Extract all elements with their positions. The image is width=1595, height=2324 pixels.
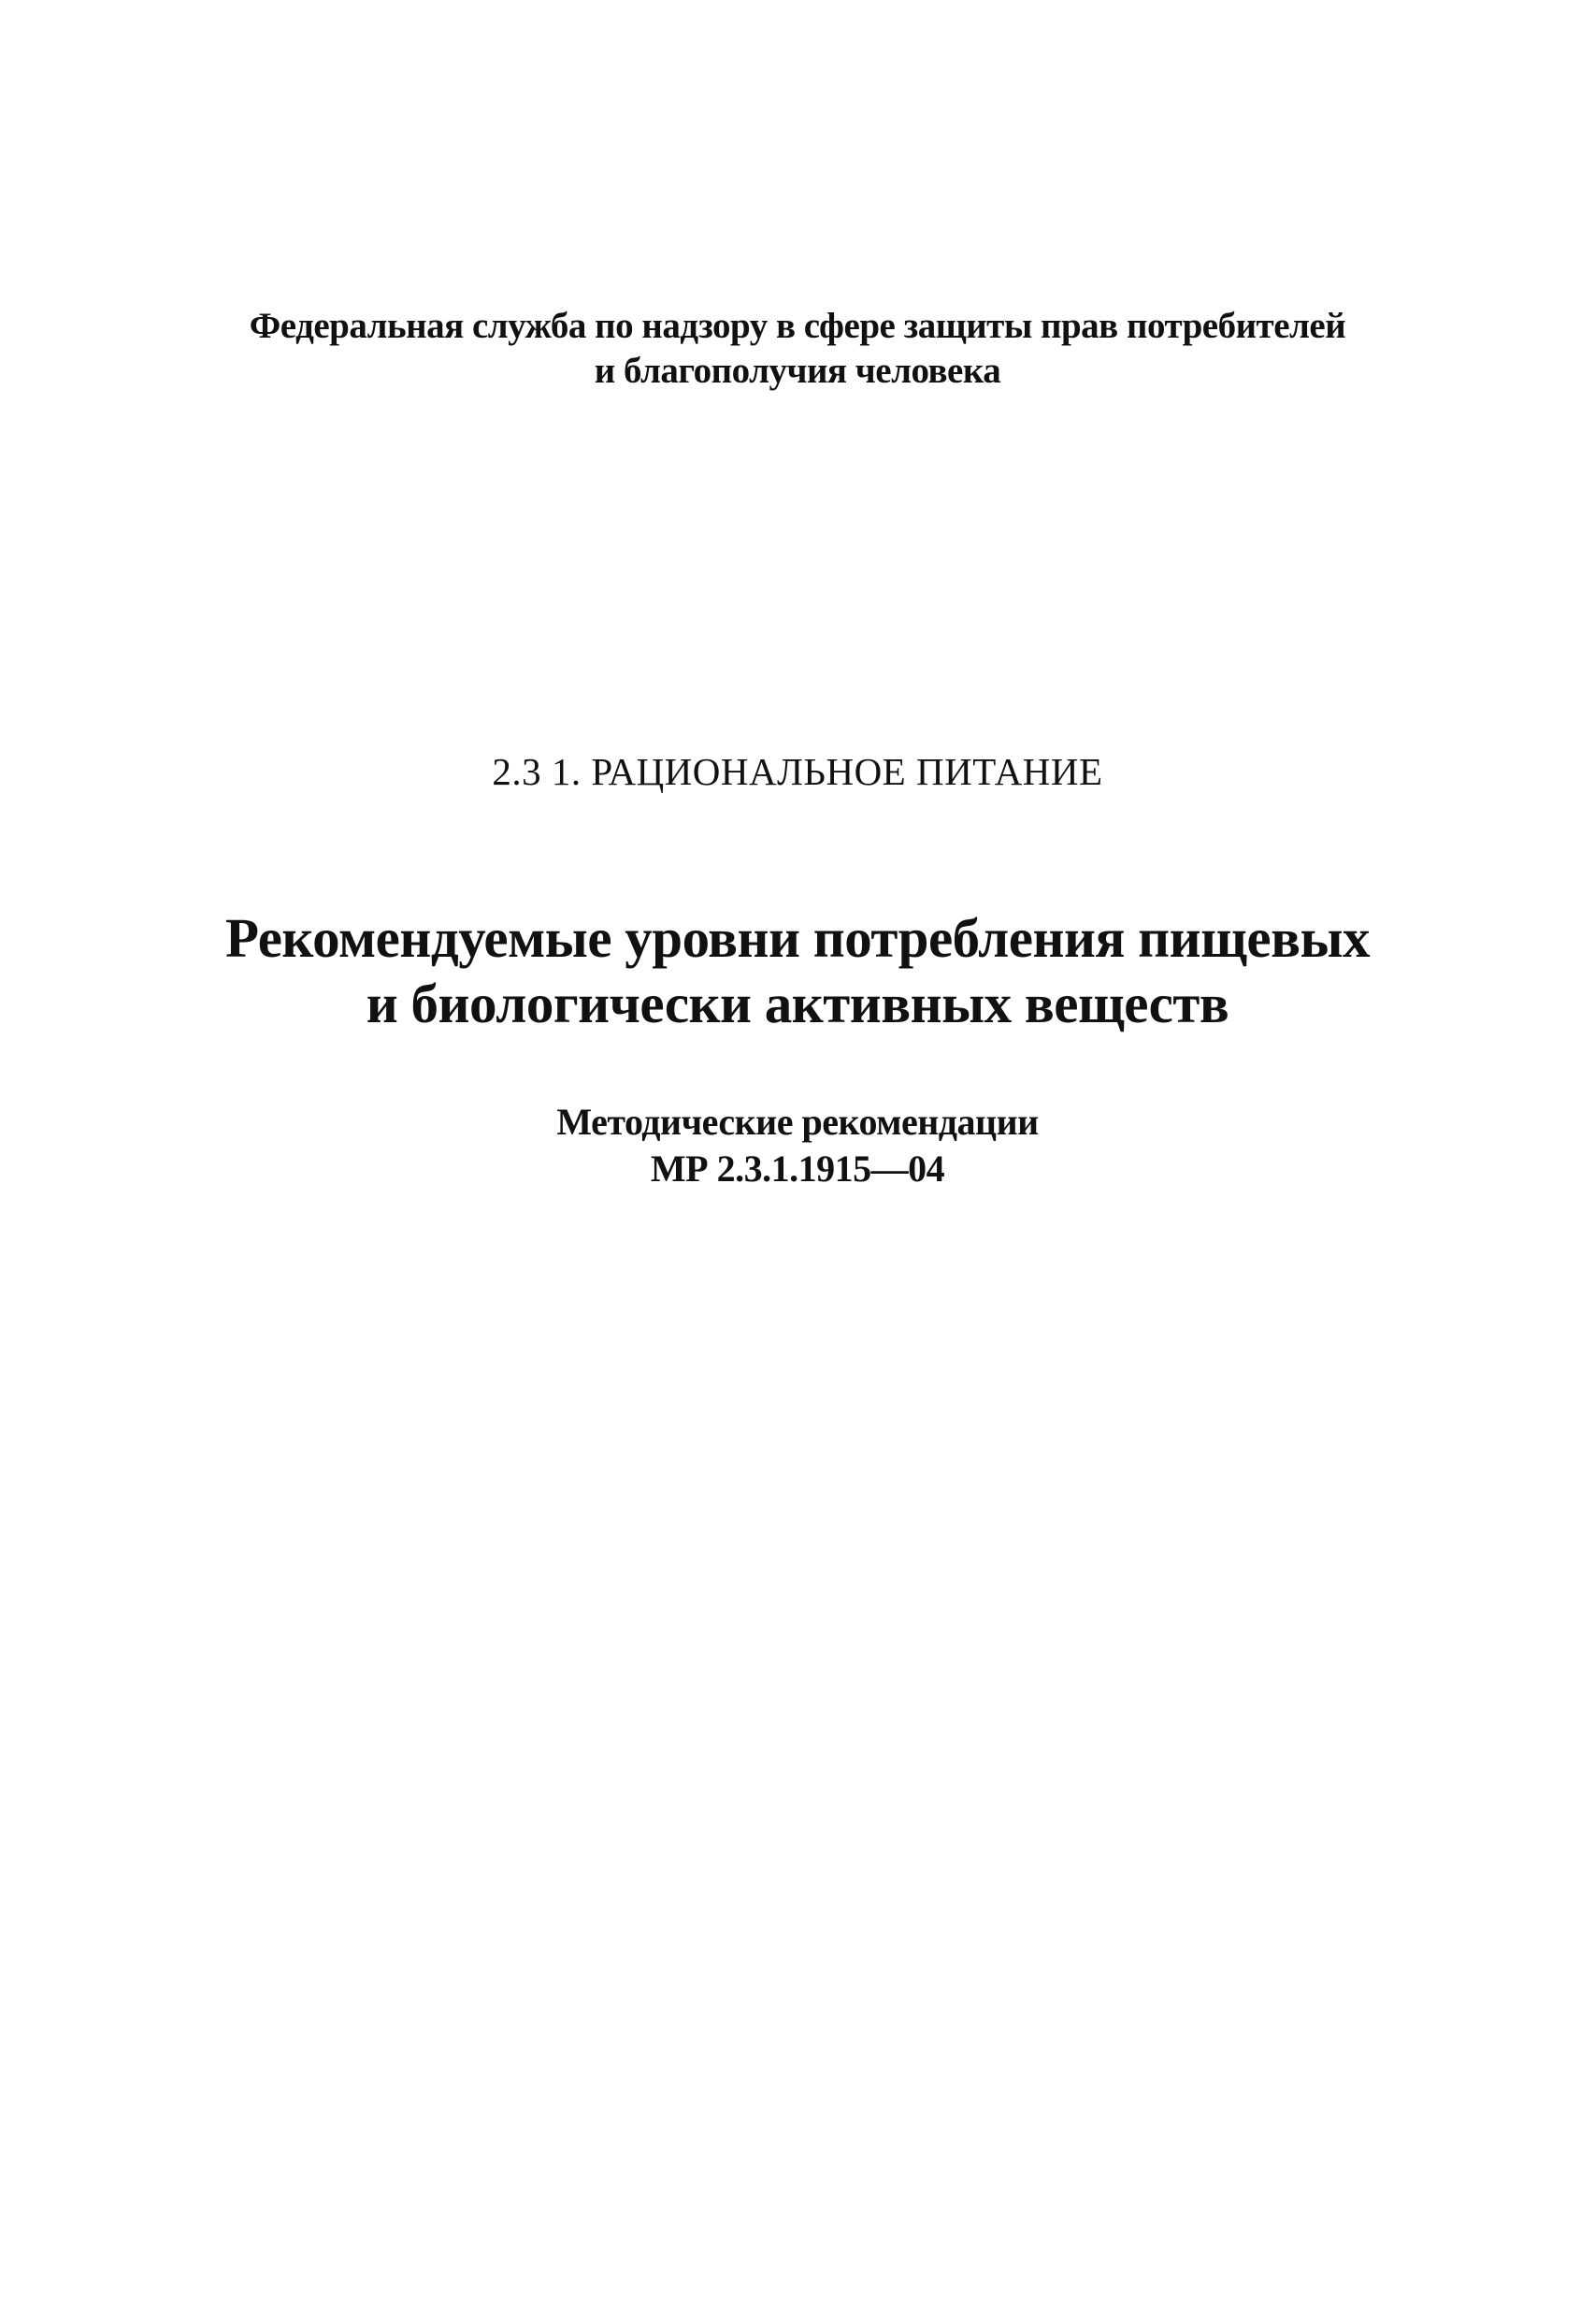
document-type: Методические рекомендации [556, 1101, 1039, 1143]
agency-line-2: и благополучия человека [594, 351, 1001, 391]
section-heading [0, 748, 1595, 795]
document-title [0, 905, 1595, 1036]
title-line-1: Рекомендуемые уровни потребления пищевых [224, 907, 1371, 969]
section-label: 2.3 1. РАЦИОНАЛЬНОЕ ПИТАНИЕ [492, 750, 1103, 793]
agency-line-1: Федеральная служба по надзору в сфере защиты прав потребителей [249, 306, 1346, 346]
title-line-2: и биологически активных веществ [366, 973, 1229, 1034]
document-type-block [0, 1099, 1595, 1192]
agency-heading [0, 304, 1595, 394]
document-number: МР 2.3.1.1915—04 [650, 1148, 945, 1190]
